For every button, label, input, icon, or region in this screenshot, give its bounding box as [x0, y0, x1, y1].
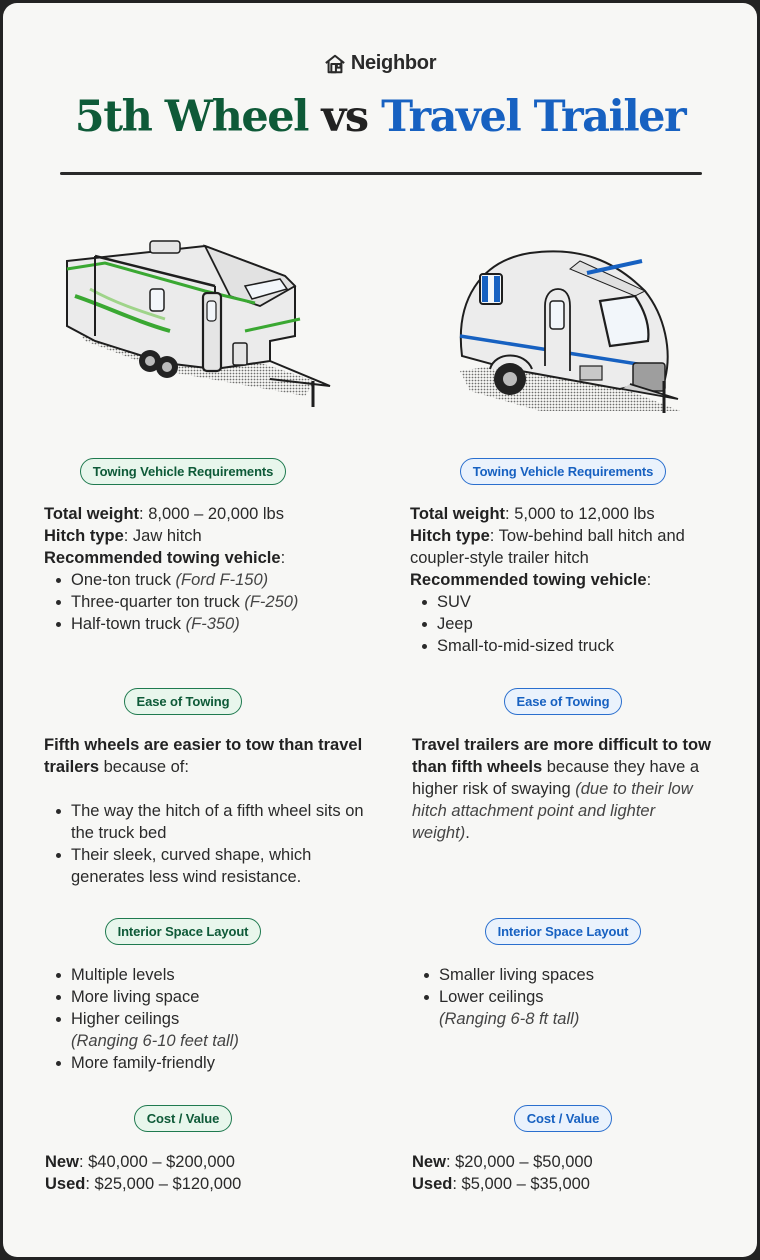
- brand-name: Neighbor: [350, 52, 437, 74]
- infographic-card: [3, 3, 757, 1257]
- list-item: Smaller living spaces: [412, 964, 752, 986]
- right-total-weight: Total weight: 5,000 to 12,000 lbs: [410, 505, 655, 523]
- left-total-weight: Total weight: 8,000 – 20,000 lbs: [44, 505, 284, 523]
- right-towing-pill-row: [393, 458, 733, 485]
- left-cost-pill-row: [13, 1105, 353, 1132]
- left-interior-section-label: Interior Space Layout: [105, 918, 262, 945]
- title-divider: [60, 172, 702, 175]
- left-vehicle-list: [44, 569, 384, 635]
- list-item: One-ton truck (Ford F-150): [44, 569, 384, 591]
- left-recommended-vehicle: Recommended towing vehicle:: [44, 549, 286, 567]
- right-ease-pill-row: [393, 688, 733, 715]
- left-towing-section-label: Towing Vehicle Requirements: [80, 458, 287, 485]
- left-cost-new: New: $40,000 – $200,000: [45, 1153, 235, 1171]
- right-towing-details: [410, 503, 720, 657]
- title-travel-trailer: Travel Trailer: [381, 92, 686, 142]
- right-cost-new: New: $20,000 – $50,000: [412, 1153, 593, 1171]
- left-ease-reasons: [44, 800, 384, 888]
- right-cost-section-label: Cost / Value: [514, 1105, 613, 1132]
- right-interior-details: [412, 964, 752, 1030]
- right-interior-list: [412, 964, 752, 1030]
- list-item: More family-friendly: [44, 1052, 384, 1074]
- right-ease-section-label: Ease of Towing: [504, 688, 623, 715]
- list-item: Multiple levels: [44, 964, 384, 986]
- page-title: [3, 87, 757, 147]
- right-cost-pill-row: [393, 1105, 733, 1132]
- list-item: SUV: [410, 591, 720, 613]
- right-hitch-type: Hitch type: Tow-behind ball hitch and coupler-style trailer hitch: [410, 527, 685, 567]
- left-ease-pill-row: [13, 688, 353, 715]
- fifth-wheel-trailer-illustration: [55, 231, 335, 411]
- left-cost-section-label: Cost / Value: [134, 1105, 233, 1132]
- left-interior-pill-row: [13, 918, 353, 945]
- list-item: Their sleek, curved shape, which generates less wind resistance.: [44, 844, 384, 888]
- house-icon: [324, 53, 346, 75]
- left-hitch-type: Hitch type: Jaw hitch: [44, 527, 202, 545]
- left-ease-intro: Fifth wheels are easier to tow than travel trailers because of:: [44, 736, 363, 776]
- list-item: Three-quarter ton truck (F-250): [44, 591, 384, 613]
- list-item: Higher ceilings (Ranging 6-10 feet tall): [44, 1008, 384, 1052]
- left-interior-details: [44, 964, 384, 1074]
- left-ease-section-label: Ease of Towing: [124, 688, 243, 715]
- list-item: Half-town truck (F-350): [44, 613, 384, 635]
- right-interior-pill-row: [393, 918, 733, 945]
- brand-logo: [3, 52, 757, 75]
- left-interior-list: [44, 964, 384, 1074]
- right-ease-details: Travel trailers are more difficult to tow than fifth wheels because they have a higher risk of swaying (due to their low hitch attachment point and lighter weight).: [412, 736, 711, 842]
- left-towing-details: [44, 503, 384, 635]
- right-cost-used: Used: $5,000 – $35,000: [412, 1175, 590, 1193]
- left-cost-details: [45, 1151, 385, 1195]
- left-towing-pill-row: [13, 458, 353, 485]
- right-towing-section-label: Towing Vehicle Requirements: [460, 458, 667, 485]
- list-item: More living space: [44, 986, 384, 1008]
- right-vehicle-list: [410, 591, 720, 657]
- list-item: The way the hitch of a fifth wheel sits on the truck bed: [44, 800, 384, 844]
- list-item: Lower ceilings (Ranging 6-8 ft tall): [412, 986, 752, 1030]
- list-item: Jeep: [410, 613, 720, 635]
- list-item: Small-to-mid-sized truck: [410, 635, 720, 657]
- right-recommended-vehicle: Recommended towing vehicle:: [410, 571, 652, 589]
- title-fifth-wheel: 5th Wheel: [74, 92, 308, 142]
- title-vs: vs: [321, 92, 368, 142]
- right-interior-section-label: Interior Space Layout: [485, 918, 642, 945]
- left-ease-details: [44, 734, 384, 888]
- left-cost-used: Used: $25,000 – $120,000: [45, 1175, 242, 1193]
- right-cost-details: [412, 1151, 752, 1195]
- travel-trailer-illustration: [450, 241, 680, 416]
